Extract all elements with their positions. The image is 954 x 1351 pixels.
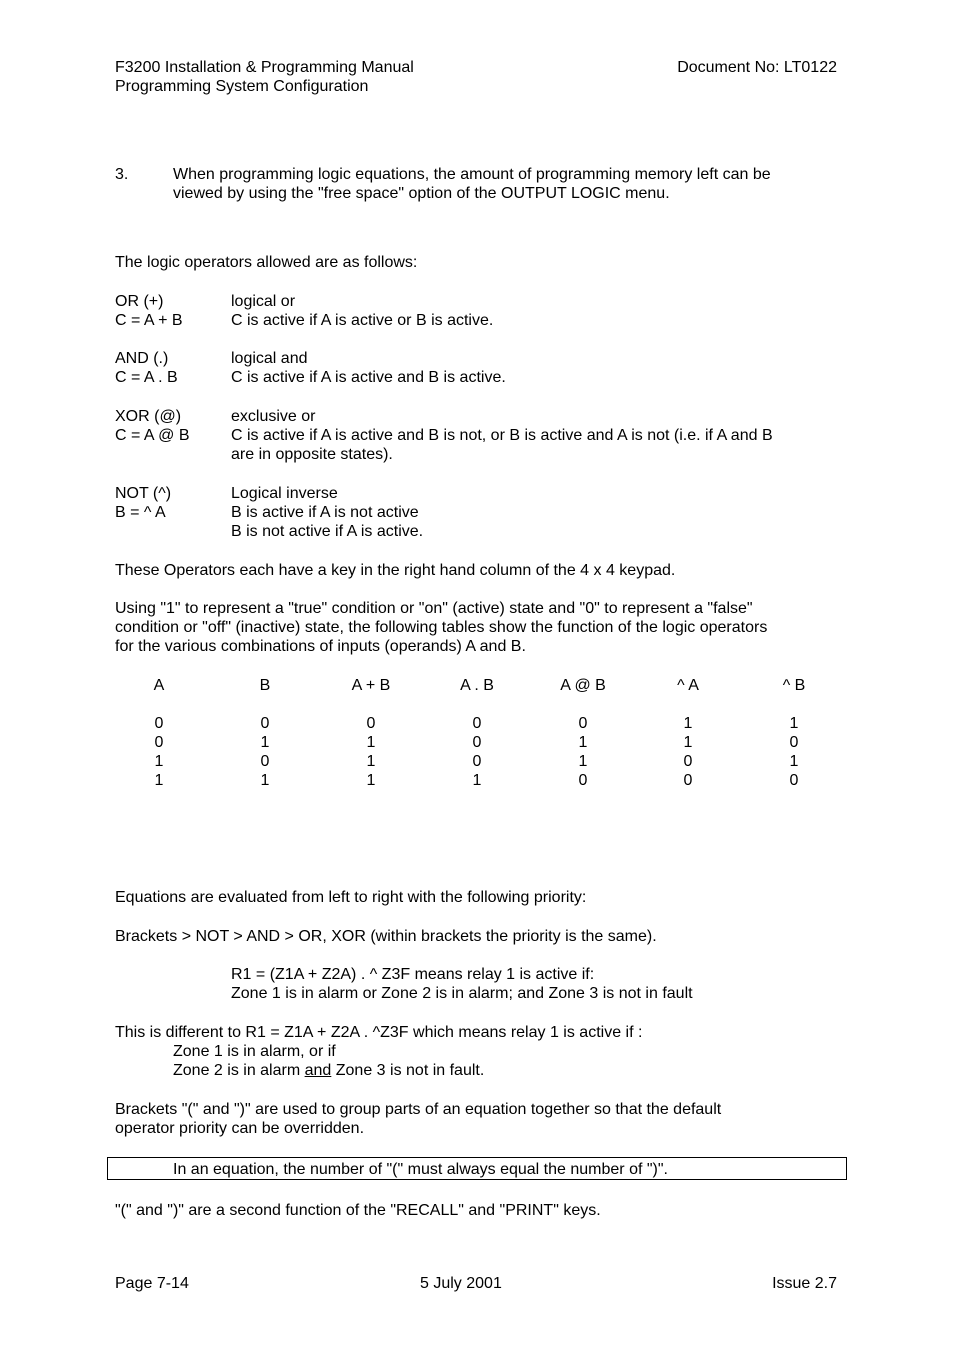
operator-or-desc [231, 292, 493, 330]
table-column-xor [543, 676, 623, 790]
table-header: A . B [460, 677, 494, 694]
item-text-line: When programming logic equations, the amount of programming memory left can be [173, 166, 771, 183]
operator-xor-desc [231, 407, 773, 464]
brackets-note [115, 1100, 721, 1138]
table-cell: 0 [578, 772, 588, 789]
table-header: A @ B [560, 677, 606, 694]
example-line: Zone 1 is in alarm, or if [173, 1043, 336, 1060]
operator-equation: C = A + B [115, 312, 183, 329]
table-cell: 0 [578, 715, 588, 732]
item-number: 3. [115, 166, 129, 183]
table-cell: 1 [789, 753, 799, 770]
table-cell: 0 [260, 753, 270, 770]
table-cell: 1 [578, 734, 588, 751]
operator-not [115, 484, 171, 522]
operator-equation: C = A @ B [115, 427, 190, 444]
table-column-not-a [648, 676, 728, 790]
example-2-detail [173, 1042, 484, 1080]
document-number: Document No: LT0122 [677, 59, 837, 76]
operator-name: OR (+) [115, 293, 164, 310]
table-cell: 1 [154, 753, 164, 770]
item-text-line: viewed by using the "free space" option of the OUTPUT LOGIC menu. [173, 185, 670, 202]
operator-and-desc [231, 349, 506, 387]
priority-intro: Equations are evaluated from left to right with the following priority: [115, 889, 587, 906]
keypad-note: These Operators each have a key in the right hand column of the 4 x 4 keypad. [115, 562, 676, 579]
table-cell: 1 [472, 772, 482, 789]
section-title: Programming System Configuration [115, 78, 369, 95]
table-cell: 1 [683, 715, 693, 732]
table-cell: 0 [789, 772, 799, 789]
table-cell: 1 [154, 772, 164, 789]
priority-rule: Brackets > NOT > AND > OR, XOR (within brackets the priority is the same). [115, 928, 657, 945]
operator-xor [115, 407, 190, 445]
operator-desc: logical and [231, 350, 308, 367]
table-column-b [225, 676, 305, 790]
operator-desc: logical or [231, 293, 296, 310]
table-cell: 1 [366, 753, 376, 770]
table-cell: 1 [260, 772, 270, 789]
operators-intro: The logic operators allowed are as follows: [115, 254, 418, 271]
footer-date: 5 July 2001 [420, 1275, 502, 1292]
table-column-or [331, 676, 411, 790]
table-cell: 1 [366, 772, 376, 789]
boxed-note: In an equation, the number of "(" must always equal the number of ")". [173, 1161, 668, 1178]
issue-number: Issue 2.7 [772, 1275, 837, 1292]
table-cell: 0 [154, 734, 164, 751]
example-text: Zone 3 is not in fault. [331, 1062, 485, 1079]
table-cell: 1 [683, 734, 693, 751]
item-text [173, 165, 771, 203]
example-text: Zone 2 is in alarm [173, 1062, 305, 1079]
table-header: A [153, 677, 165, 694]
example-line [173, 1061, 484, 1080]
table-column-not-b [754, 676, 834, 790]
table-header: A + B [351, 677, 391, 694]
truth-intro-line: Using "1" to represent a "true" condition or "on" (active) state and "0" to represent a "false" [115, 600, 753, 617]
table-cell: 1 [578, 753, 588, 770]
page-number: Page 7-14 [115, 1275, 189, 1292]
table-cell: 0 [683, 753, 693, 770]
truth-intro-line: condition or "off" (inactive) state, the following tables show the function of the logic operators [115, 619, 768, 636]
operator-or [115, 292, 183, 330]
table-cell: 1 [789, 715, 799, 732]
operator-desc: exclusive or [231, 408, 316, 425]
operator-name: AND (.) [115, 350, 169, 367]
table-cell: 1 [366, 734, 376, 751]
operator-name: XOR (@) [115, 408, 182, 425]
example-1 [231, 965, 693, 1003]
table-header: B [259, 677, 271, 694]
header-left [115, 58, 414, 96]
underlined-and: and [304, 1062, 332, 1079]
example-2-intro: This is different to R1 = Z1A + Z2A . ^Z3F which means relay 1 is active if : [115, 1024, 643, 1041]
table-header: ^ B [782, 677, 806, 694]
table-cell: 0 [366, 715, 376, 732]
keys-note: "(" and ")" are a second function of the "RECALL" and "PRINT" keys. [115, 1202, 601, 1219]
operator-not-desc [231, 484, 423, 541]
operator-name: NOT (^) [115, 485, 172, 502]
manual-title: F3200 Installation & Programming Manual [115, 59, 414, 76]
operator-and [115, 349, 178, 387]
operator-desc: Logical inverse [231, 485, 338, 502]
operator-desc: C is active if A is active and B is not, or B is active and A is not (i.e. if A and B [231, 427, 773, 444]
table-cell: 0 [260, 715, 270, 732]
operator-equation: B = ^ A [115, 504, 166, 521]
brackets-note-line: Brackets "(" and ")" are used to group parts of an equation together so that the default [115, 1101, 722, 1118]
operator-desc: are in opposite states). [231, 446, 393, 463]
operator-desc: B is not active if A is active. [231, 523, 424, 540]
operator-desc: B is active if A is not active [231, 504, 419, 521]
table-cell: 0 [472, 753, 482, 770]
table-cell: 0 [789, 734, 799, 751]
table-cell: 0 [472, 734, 482, 751]
table-cell: 1 [260, 734, 270, 751]
table-column-and [437, 676, 517, 790]
table-cell: 0 [154, 715, 164, 732]
table-cell: 0 [472, 715, 482, 732]
operator-desc: C is active if A is active and B is active. [231, 369, 506, 386]
table-header: ^ A [677, 677, 699, 694]
truth-intro [115, 599, 767, 656]
truth-intro-line: for the various combinations of inputs (operands) A and B. [115, 638, 526, 655]
example-line: R1 = (Z1A + Z2A) . ^ Z3F means relay 1 is active if: [231, 966, 595, 983]
example-line: Zone 1 is in alarm or Zone 2 is in alarm; and Zone 3 is not in fault [231, 985, 693, 1002]
brackets-note-line: operator priority can be overridden. [115, 1120, 365, 1137]
operator-desc: C is active if A is active or B is active. [231, 312, 494, 329]
table-cell: 0 [683, 772, 693, 789]
operator-equation: C = A . B [115, 369, 178, 386]
table-column-a [119, 676, 199, 790]
